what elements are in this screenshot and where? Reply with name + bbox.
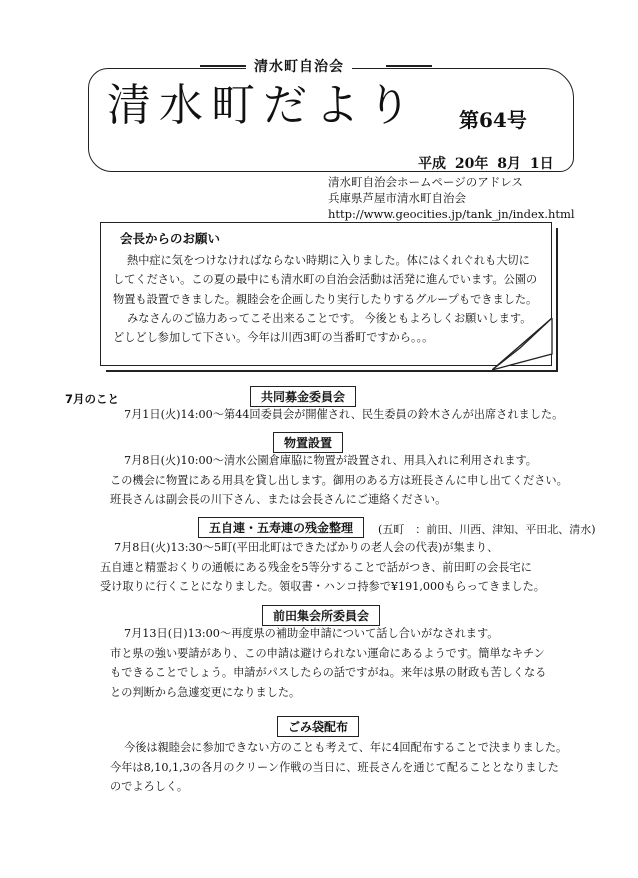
masthead-rule-left bbox=[200, 65, 246, 67]
section-line: 7月8日(火)13:30～5町(平田北町はできたばかりの老人会の代表)が集まり、 bbox=[114, 541, 499, 554]
section-line: 今後は親睦会に参加できない方のことも考えて、年に4回配布することで決まりました。 bbox=[124, 741, 568, 754]
section-line: もできることでしょう。申請がパスしたらの話ですがね。来年は県の財政も苦しくなる bbox=[110, 666, 547, 679]
request-line: 熱中症に気をつけなければならない時期に入りました。体にはくれぐれも大切に bbox=[127, 254, 530, 267]
request-title: 会長からのお願い bbox=[120, 231, 221, 246]
section-body-fund-settlement bbox=[100, 538, 545, 597]
section-line: のでよろしく。 bbox=[110, 780, 189, 793]
org-name: 清水町自治会 bbox=[246, 56, 352, 76]
section-line: 受け取りに行くことになりました。領収書・ハンコ持参で¥191,000もらってきました。 bbox=[100, 580, 545, 593]
issue-number: 第64号 bbox=[459, 108, 527, 132]
request-line: 物置も設置できました。親睦会を企画したり実行したりするグループもできました。 bbox=[113, 292, 538, 306]
request-line: してください。この夏の最中にも清水町の自治会活動は活発に進んでいます。公園の bbox=[113, 273, 538, 287]
section-heading-community-chest: 共同募金委員会 bbox=[250, 386, 356, 407]
section-heading-maeda-hall: 前田集会所委員会 bbox=[262, 605, 380, 626]
section-line: 班長さんは副会長の川下さん、または会長さんにご連絡ください。 bbox=[110, 493, 447, 506]
section-line: 7月8日(火)10:00～清水公園倉庫脇に物置が設置され、用具入れに利用されます。 bbox=[124, 454, 537, 467]
homepage-url: http://www.geocities.jp/tank_jn/index.html bbox=[328, 207, 575, 221]
newsletter-title: 清水町だより bbox=[107, 80, 419, 131]
section-line: 五自連と精霊おくりの通帳にある残金を5等分することで話がつき、前田町の会長宅に bbox=[100, 560, 532, 574]
section-heading-storage-shed: 物置設置 bbox=[273, 432, 343, 453]
request-line: どしどし参加して下さい。今年は川西3町の当番町ですから。。。 bbox=[113, 331, 434, 345]
section-body-garbage-bags bbox=[110, 738, 567, 797]
section-line: この機会に物置にある用具を貸し出します。御用のある方は班長さんに申し出てください。 bbox=[110, 473, 568, 487]
section-body-storage-shed bbox=[110, 451, 568, 510]
section-line: 7月13日(日)13:00～再度県の補助金申請について話し合いがなされます。 bbox=[124, 627, 499, 640]
request-body bbox=[113, 251, 553, 347]
homepage-info bbox=[328, 174, 575, 222]
section-aside-towns: (五町 ：前田、川西、津知、平田北、清水) bbox=[378, 523, 596, 536]
homepage-line-2: 兵庫県芦屋市清水町自治会 bbox=[328, 191, 466, 205]
section-body-community-chest bbox=[124, 405, 563, 425]
masthead-rule-right bbox=[386, 65, 432, 67]
section-heading-fund-settlement: 五自連・五寿連の残金整理 bbox=[198, 517, 364, 538]
month-label: 7月のこと bbox=[65, 392, 120, 406]
section-line: 市と県の強い要請があり、この申請は避けられない運命にあるようです。簡単なキチン bbox=[110, 646, 545, 660]
section-body-maeda-hall bbox=[110, 624, 546, 702]
issue-date: 平成 20年 8月 1日 bbox=[418, 156, 554, 172]
request-line: みなさんのご協力あってこそ出来ることです。 今後ともよろしくお願いします。 bbox=[127, 311, 532, 325]
section-line: 今年は8,10,1,3の各月のクリーン作戦の当日に、班長さんを通じて配ることとなりました bbox=[110, 760, 559, 774]
section-line: との判断から急遽変更になりました。 bbox=[110, 685, 301, 699]
homepage-line-1: 清水町自治会ホームページのアドレス bbox=[328, 175, 523, 189]
section-heading-garbage-bags: ごみ袋配布 bbox=[277, 716, 359, 737]
section-line: 7月1日(火)14:00～第44回委員会が開催され、民生委員の鈴木さんが出席されました。 bbox=[124, 408, 564, 421]
